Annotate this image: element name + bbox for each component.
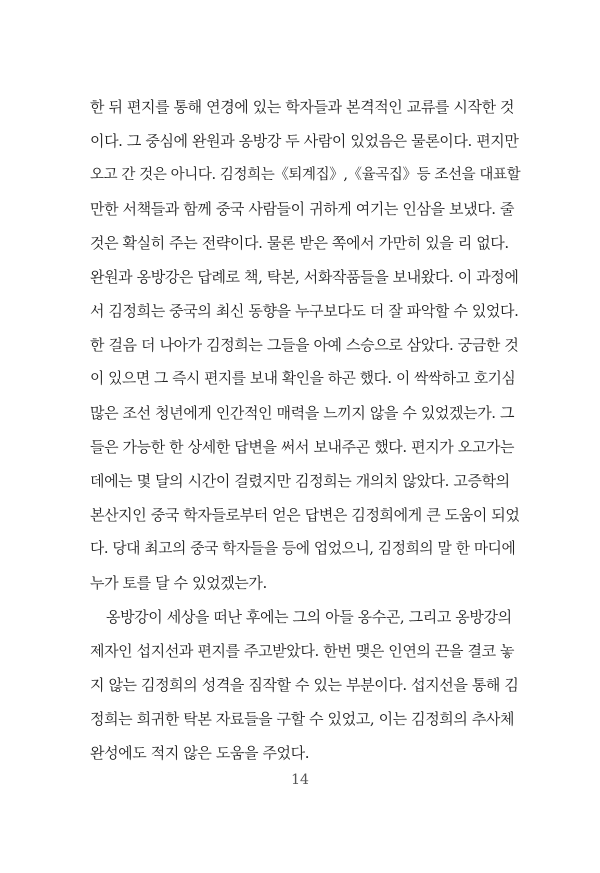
- text-line: 완성에도 적지 않은 도움을 주었다.: [90, 744, 310, 762]
- page-number: 14: [291, 772, 309, 788]
- text-line: 다. 당대 최고의 중국 학자들을 등에 업었으니, 김정희의 말 한 마디에: [90, 540, 516, 557]
- text-line: 것은 확실히 주는 전략이다. 물론 받은 쪽에서 가만히 있을 리 없다.: [90, 234, 509, 252]
- text-line: 지 않는 김정희의 성격을 짐작할 수 있는 부분이다. 섭지선을 통해 김: [90, 676, 519, 694]
- paragraph-1: [90, 90, 520, 600]
- text-line: 누가 토를 달 수 있었겠는가.: [90, 574, 267, 592]
- text-line: 만한 서책들과 함께 중국 사람들이 귀하게 여기는 인삼을 보냈다. 줄: [90, 200, 515, 218]
- text-line: 이다. 그 중심에 완원과 옹방강 두 사람이 있었음은 물론이다. 편지만: [90, 132, 519, 150]
- text-line: 한 걸음 더 나아가 김정희는 그들을 아예 스승으로 삼았다. 궁금한 것: [90, 336, 519, 354]
- text-line: 본산지인 중국 학자들로부터 얻은 답변은 김정희에게 큰 도움이 되었: [90, 506, 520, 524]
- text-line: 데에는 몇 달의 시간이 걸렸지만 김정희는 개의치 않았다. 고증학의: [90, 472, 510, 490]
- text-line: 이 있으면 그 즉시 편지를 보내 확인을 하곤 했다. 이 싹싹하고 호기심: [90, 370, 516, 387]
- body-text: [90, 90, 520, 770]
- text-line: 들은 가능한 한 상세한 답변을 써서 보내주곤 했다. 편지가 오고가는: [90, 438, 515, 456]
- text-line: 정희는 희귀한 탁본 자료들을 구할 수 있었고, 이는 김정희의 추사체: [90, 710, 515, 728]
- text-line: 많은 조선 청년에게 인간적인 매력을 느끼지 않을 수 있었겠는가. 그: [90, 404, 515, 422]
- text-line: 완원과 옹방강은 답례로 책, 탁본, 서화작품들을 보내왔다. 이 과정에: [90, 268, 519, 286]
- text-line: 서 김정희는 중국의 최신 동향을 누구보다도 더 잘 파악할 수 있었다.: [90, 302, 519, 320]
- paragraph-2: [90, 600, 520, 770]
- text-line: 오고 간 것은 아니다. 김정희는《퇴계집》,《율곡집》등 조선을 대표할: [90, 167, 521, 183]
- text-line: 옹방강이 세상을 떠난 후에는 그의 아들 옹수곤, 그리고 옹방강의: [106, 608, 512, 626]
- text-line: 한 뒤 편지를 통해 연경에 있는 학자들과 본격적인 교류를 시작한 것: [90, 98, 515, 116]
- text-line: 제자인 섭지선과 편지를 주고받았다. 한번 맺은 인연의 끈을 결코 놓: [90, 642, 515, 660]
